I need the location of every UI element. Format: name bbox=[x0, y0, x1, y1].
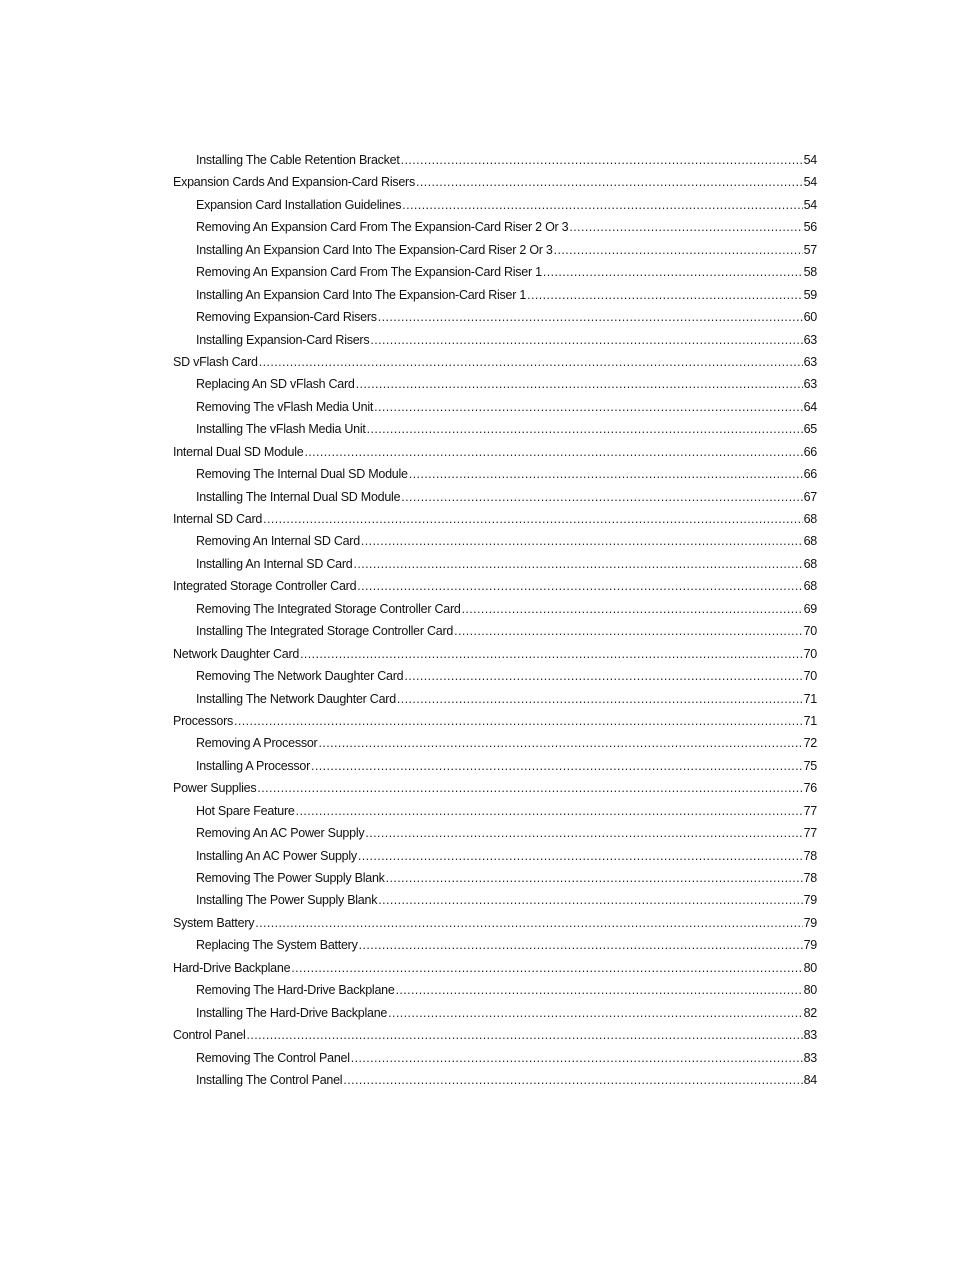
toc-page-number: 57 bbox=[803, 242, 817, 257]
toc-entry-title: Removing An Expansion Card From The Expansion-Card Riser 2 Or 3 bbox=[196, 220, 569, 235]
toc-subsection-entry[interactable] bbox=[173, 934, 817, 956]
toc-entry-title: SD vFlash Card bbox=[173, 354, 258, 369]
toc-entry-title: Installing A Processor bbox=[196, 758, 311, 773]
toc-section-entry[interactable] bbox=[173, 643, 817, 665]
toc-dot-leader bbox=[356, 373, 803, 395]
toc-page-number: 54 bbox=[803, 175, 817, 190]
toc-page-number: 69 bbox=[803, 601, 817, 616]
toc-section-entry[interactable] bbox=[173, 441, 817, 463]
toc-entry-title: Installing The Control Panel bbox=[196, 1072, 343, 1087]
toc-entry-title: Control Panel bbox=[173, 1028, 246, 1043]
toc-page-number: 76 bbox=[803, 781, 817, 796]
toc-dot-leader bbox=[296, 800, 803, 822]
toc-page-number: 63 bbox=[803, 332, 817, 347]
toc-page-number: 56 bbox=[803, 220, 817, 235]
toc-dot-leader bbox=[402, 194, 802, 216]
toc-subsection-entry[interactable] bbox=[173, 486, 817, 508]
toc-entry-title: Removing An Expansion Card From The Expansion-Card Riser 1 bbox=[196, 265, 542, 280]
toc-page-number: 68 bbox=[803, 534, 817, 549]
toc-subsection-entry[interactable] bbox=[173, 530, 817, 552]
toc-dot-leader bbox=[359, 934, 803, 956]
toc-dot-leader bbox=[300, 643, 803, 665]
toc-dot-leader bbox=[304, 441, 802, 463]
toc-page-number: 60 bbox=[803, 310, 817, 325]
toc-page-number: 68 bbox=[803, 556, 817, 571]
toc-section-entry[interactable] bbox=[173, 1024, 817, 1046]
toc-entry-title: Removing The Internal Dual SD Module bbox=[196, 467, 408, 482]
toc-entry-title: Installing The Power Supply Blank bbox=[196, 893, 378, 908]
toc-entry-title: Integrated Storage Controller Card bbox=[173, 579, 357, 594]
toc-entry-title: Internal Dual SD Module bbox=[173, 444, 304, 459]
toc-page-number: 80 bbox=[803, 960, 817, 975]
toc-dot-leader bbox=[404, 665, 802, 687]
toc-page-number: 65 bbox=[803, 422, 817, 437]
toc-entry-title: Installing An Expansion Card Into The Expansion-Card Riser 1 bbox=[196, 287, 527, 302]
toc-dot-leader bbox=[527, 284, 802, 306]
toc-entry-title: Installing The Cable Retention Bracket bbox=[196, 153, 400, 167]
toc-section-entry[interactable] bbox=[173, 957, 817, 979]
toc-dot-leader bbox=[291, 957, 802, 979]
toc-dot-leader bbox=[365, 822, 802, 844]
toc-page-number: 66 bbox=[803, 444, 817, 459]
toc-dot-leader bbox=[361, 530, 803, 552]
toc-subsection-entry[interactable] bbox=[173, 1047, 817, 1069]
toc-page-number: 77 bbox=[803, 826, 817, 841]
toc-page-number: 72 bbox=[803, 736, 817, 751]
toc-dot-leader bbox=[462, 598, 803, 620]
toc-subsection-entry[interactable] bbox=[173, 463, 817, 485]
toc-page-number: 58 bbox=[803, 265, 817, 280]
toc-page-number: 79 bbox=[803, 915, 817, 930]
toc-subsection-entry[interactable] bbox=[173, 194, 817, 216]
toc-page-number: 84 bbox=[803, 1072, 817, 1087]
toc-dot-leader bbox=[374, 396, 803, 418]
toc-page-number: 79 bbox=[803, 938, 817, 953]
toc-entry-title: Installing The Network Daughter Card bbox=[196, 691, 396, 706]
toc-entry-title: Expansion Cards And Expansion-Card Risers bbox=[173, 175, 415, 190]
toc-entry-title: Removing The Hard-Drive Backplane bbox=[196, 983, 395, 998]
toc-section-entry[interactable] bbox=[173, 777, 817, 799]
toc-section-entry[interactable] bbox=[173, 171, 817, 193]
toc-dot-leader bbox=[454, 620, 802, 642]
toc-subsection-entry[interactable] bbox=[173, 239, 817, 261]
toc-dot-leader bbox=[311, 755, 803, 777]
toc-entry-title: Installing The vFlash Media Unit bbox=[196, 422, 366, 437]
toc-entry-title: Replacing An SD vFlash Card bbox=[196, 377, 355, 392]
toc-entry-title: Removing An AC Power Supply bbox=[196, 826, 365, 841]
toc-dot-leader bbox=[396, 979, 803, 1001]
toc-subsection-entry[interactable] bbox=[173, 149, 817, 171]
toc-page-number: 83 bbox=[803, 1028, 817, 1043]
toc-dot-leader bbox=[378, 889, 802, 911]
toc-subsection-entry[interactable] bbox=[173, 598, 817, 620]
toc-dot-leader bbox=[353, 553, 802, 575]
toc-page-number: 67 bbox=[803, 489, 817, 504]
toc-page-number: 68 bbox=[803, 512, 817, 526]
toc-entry-title: Installing An Expansion Card Into The Expansion-Card Riser 2 Or 3 bbox=[196, 242, 553, 257]
toc-subsection-entry[interactable] bbox=[173, 620, 817, 642]
toc-page-number: 64 bbox=[803, 399, 817, 414]
toc-page-number: 82 bbox=[803, 1005, 817, 1020]
toc-dot-leader bbox=[343, 1069, 802, 1091]
toc-subsection-entry[interactable] bbox=[173, 553, 817, 575]
toc-dot-leader bbox=[554, 239, 803, 261]
toc-entry-title: Removing An Internal SD Card bbox=[196, 534, 360, 549]
toc-page-number: 79 bbox=[803, 893, 817, 908]
toc-entry-title: Replacing The System Battery bbox=[196, 938, 358, 953]
toc-page-number: 78 bbox=[803, 871, 817, 885]
toc-dot-leader bbox=[401, 486, 802, 508]
toc-subsection-entry[interactable] bbox=[173, 1002, 817, 1024]
toc-page-number: 68 bbox=[803, 579, 817, 594]
toc-page-number: 66 bbox=[803, 467, 817, 482]
toc-dot-leader bbox=[569, 216, 802, 238]
toc-subsection-entry[interactable] bbox=[173, 665, 817, 687]
toc-subsection-entry[interactable] bbox=[173, 867, 817, 889]
toc-subsection-entry[interactable] bbox=[173, 261, 817, 283]
toc-entry-title: Removing A Processor bbox=[196, 736, 318, 751]
toc-subsection-entry[interactable] bbox=[173, 732, 817, 754]
toc-dot-leader bbox=[257, 777, 802, 799]
toc-entry-title: Installing The Internal Dual SD Module bbox=[196, 489, 401, 504]
toc-section-entry[interactable] bbox=[173, 710, 817, 732]
toc-dot-leader bbox=[263, 508, 802, 530]
toc-entry-title: System Battery bbox=[173, 915, 255, 930]
toc-section-entry[interactable] bbox=[173, 575, 817, 597]
toc-page-number: 54 bbox=[803, 197, 817, 212]
toc-subsection-entry[interactable] bbox=[173, 845, 817, 867]
toc-page-number: 71 bbox=[803, 713, 817, 728]
toc-dot-leader bbox=[378, 306, 803, 328]
toc-page-number: 70 bbox=[803, 669, 817, 684]
toc-page-number: 70 bbox=[803, 624, 817, 639]
toc-subsection-entry[interactable] bbox=[173, 822, 817, 844]
toc-dot-leader bbox=[370, 329, 802, 351]
toc-entry-title: Installing An AC Power Supply bbox=[196, 848, 357, 863]
toc-subsection-entry[interactable] bbox=[173, 889, 817, 911]
toc-page-number: 80 bbox=[803, 983, 817, 998]
toc-entry-title: Removing The vFlash Media Unit bbox=[196, 399, 374, 414]
toc-subsection-entry[interactable] bbox=[173, 373, 817, 395]
toc-entry-title: Removing Expansion-Card Risers bbox=[196, 310, 377, 325]
toc-subsection-entry[interactable] bbox=[173, 418, 817, 440]
toc-subsection-entry[interactable] bbox=[173, 688, 817, 710]
toc-dot-leader bbox=[397, 688, 803, 710]
toc-dot-leader bbox=[386, 867, 803, 889]
toc-entry-title: Removing The Control Panel bbox=[196, 1050, 350, 1065]
toc-page-number: 54 bbox=[803, 153, 817, 167]
toc-dot-leader bbox=[367, 418, 803, 440]
toc-subsection-entry[interactable] bbox=[173, 979, 817, 1001]
toc-section-entry[interactable] bbox=[173, 351, 817, 373]
toc-page-number: 78 bbox=[803, 848, 817, 863]
toc-entry-title: Processors bbox=[173, 713, 234, 728]
toc-page-number: 77 bbox=[803, 803, 817, 818]
toc-entry-title: Installing The Hard-Drive Backplane bbox=[196, 1005, 388, 1020]
toc-dot-leader bbox=[409, 463, 803, 485]
toc-subsection-entry[interactable] bbox=[173, 396, 817, 418]
toc-page-number: 63 bbox=[803, 354, 817, 369]
toc-entry-title: Expansion Card Installation Guidelines bbox=[196, 197, 402, 212]
toc-subsection-entry[interactable] bbox=[173, 216, 817, 238]
toc-dot-leader bbox=[358, 845, 803, 867]
toc-entry-title: Network Daughter Card bbox=[173, 646, 300, 661]
toc-dot-leader bbox=[416, 171, 803, 193]
toc-page-number: 59 bbox=[803, 287, 817, 302]
toc-subsection-entry[interactable] bbox=[173, 284, 817, 306]
toc-entry-title: Removing The Integrated Storage Controller Card bbox=[196, 601, 461, 616]
toc-entry-title: Installing Expansion-Card Risers bbox=[196, 332, 370, 347]
toc-entry-title: Removing The Network Daughter Card bbox=[196, 669, 404, 684]
toc-page-number: 75 bbox=[803, 758, 817, 773]
toc-dot-leader bbox=[259, 351, 803, 373]
toc-entry-title: Internal SD Card bbox=[173, 512, 263, 526]
toc-entry-title: Installing The Integrated Storage Controller Card bbox=[196, 624, 454, 639]
toc-entry-title: Installing An Internal SD Card bbox=[196, 556, 353, 571]
toc-subsection-entry[interactable] bbox=[173, 1069, 817, 1091]
toc-dot-leader bbox=[351, 1047, 803, 1069]
toc-dot-leader bbox=[357, 575, 802, 597]
toc-dot-leader bbox=[318, 732, 802, 754]
toc-dot-leader bbox=[234, 710, 803, 732]
toc-page-number: 63 bbox=[803, 377, 817, 392]
toc-page-number: 83 bbox=[803, 1050, 817, 1065]
toc-entry-title: Removing The Power Supply Blank bbox=[196, 871, 385, 885]
toc-subsection-entry[interactable] bbox=[173, 755, 817, 777]
toc-dot-leader bbox=[255, 912, 802, 934]
toc-entry-title: Hard-Drive Backplane bbox=[173, 960, 291, 975]
toc-dot-leader bbox=[247, 1024, 803, 1046]
toc-section-entry[interactable] bbox=[173, 912, 817, 934]
toc-entry-title: Power Supplies bbox=[173, 781, 257, 796]
toc-dot-leader bbox=[543, 261, 803, 283]
toc-dot-leader bbox=[401, 149, 803, 171]
toc-dot-leader bbox=[388, 1002, 802, 1024]
toc-entry-title: Hot Spare Feature bbox=[196, 803, 295, 818]
table-of-contents bbox=[173, 149, 817, 1091]
toc-subsection-entry[interactable] bbox=[173, 800, 817, 822]
toc-page-number: 70 bbox=[803, 646, 817, 661]
toc-subsection-entry[interactable] bbox=[173, 329, 817, 351]
toc-page-number: 71 bbox=[803, 691, 817, 706]
toc-subsection-entry[interactable] bbox=[173, 306, 817, 328]
toc-section-entry[interactable] bbox=[173, 508, 817, 530]
